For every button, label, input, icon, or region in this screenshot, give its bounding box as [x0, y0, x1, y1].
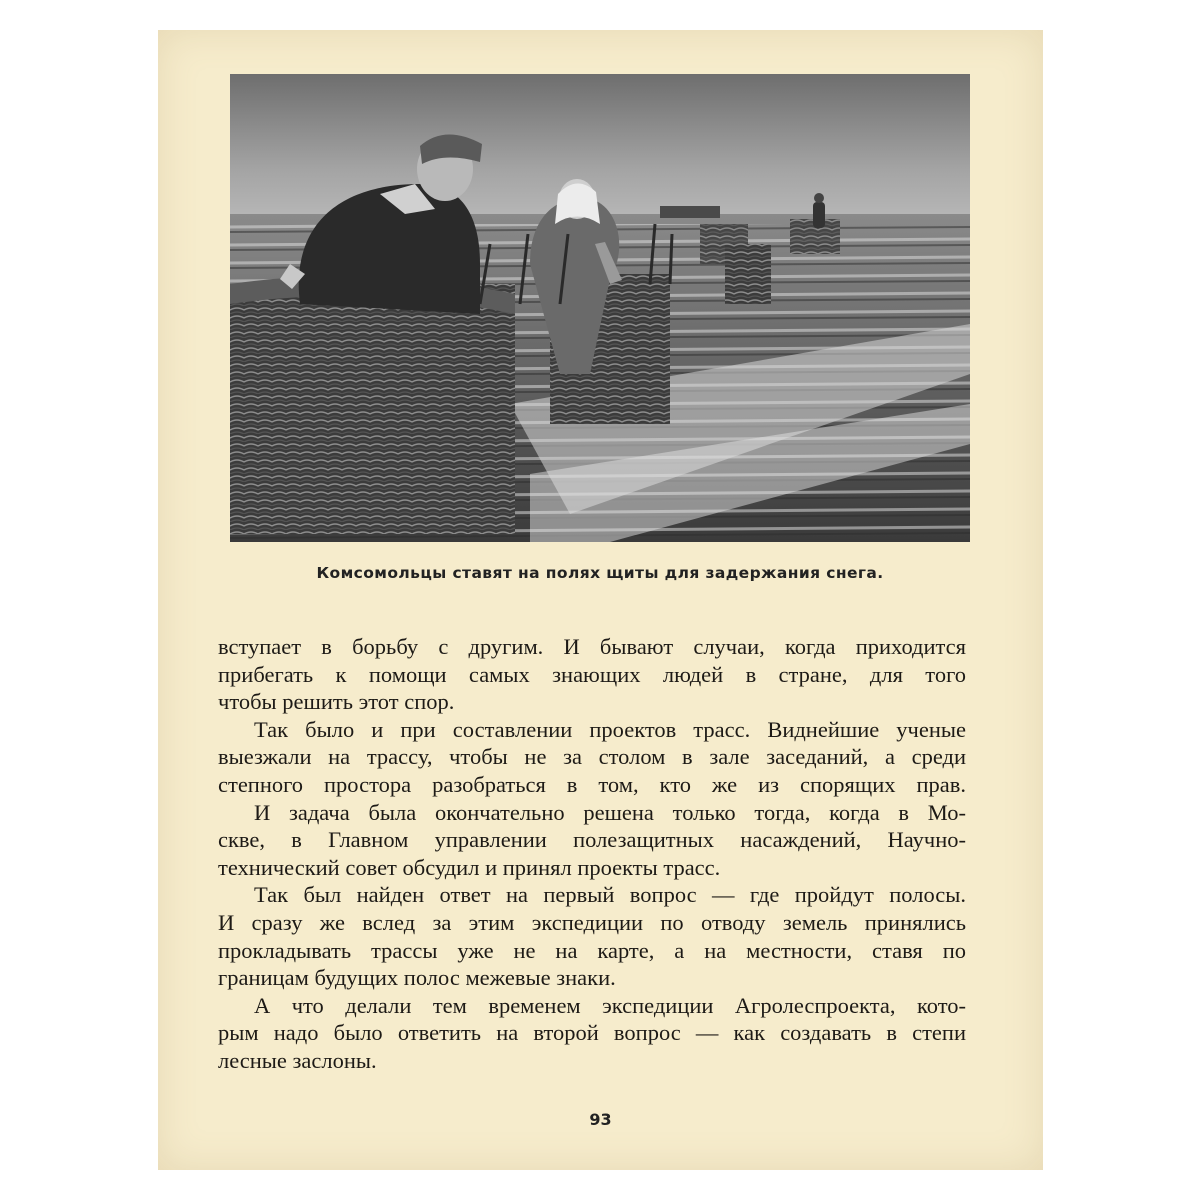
text-line: прибегать к помощи самых знающих людей в стране, для того [218, 661, 966, 687]
body-text [218, 633, 966, 1075]
text-line: технический совет обсудил и принял проекты трасс. [218, 854, 721, 880]
text-line: И задача была окончательно решена только тогда, когда в Мо- [254, 799, 966, 825]
photograph [230, 74, 970, 542]
text-line: А что делали тем временем экспедиции Агролеспроекта, кото- [254, 992, 966, 1018]
text-line: степного простора разобраться в том, кто же из спорящих прав. [218, 771, 966, 797]
text-line: вступает в борьбу с другим. И бывают случаи, когда приходится [218, 634, 966, 659]
photo-caption: Комсомольцы ставят на полях щиты для задержания снега. [316, 564, 884, 582]
text-line: рым надо было ответить на второй вопрос — как создавать в степи [218, 1020, 966, 1046]
text-line: прокладывать трассы уже не на карте, а на местности, ставя по [218, 937, 966, 963]
field-scene-illustration [230, 74, 970, 542]
text-line: скве, в Главном управлении полезащитных насаждений, Научно- [218, 827, 966, 853]
text-line: лесные заслоны. [218, 1047, 377, 1073]
text-line: чтобы решить этот спор. [218, 689, 455, 715]
text-line: выезжали на трассу, чтобы не за столом в зале заседаний, а среди [218, 744, 966, 770]
page-number: 93 [589, 1110, 612, 1129]
text-line: границам будущих полос межевые знаки. [218, 965, 616, 991]
text-line: И сразу же вслед за этим экспедиции по отводу земель принялись [218, 909, 966, 935]
book-page [158, 30, 1043, 1170]
text-line: Так было и при составлении проектов трасс. Виднейшие ученые [254, 716, 966, 742]
text-line: Так был найден ответ на первый вопрос — где пройдут полосы. [254, 882, 966, 908]
